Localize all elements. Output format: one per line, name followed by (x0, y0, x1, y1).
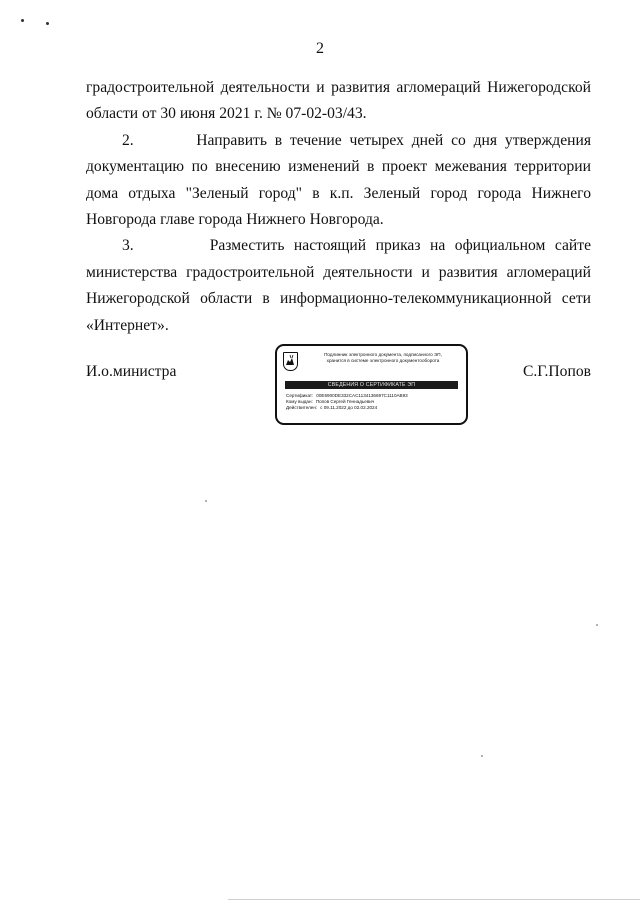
page-number: 2 (316, 40, 324, 57)
paragraph-1: градостроительной деятельности и развития агломераций Нижегородской области от 30 июня 2021 г. № 07-02-03/43. (86, 79, 591, 123)
stamp-header-line-1: Подлинник электронного документа, подписанного ЭП, (324, 352, 442, 357)
stamp-label: Сертификат: (286, 393, 314, 398)
deer-emblem-icon (283, 352, 298, 371)
stamp-certificate-band: СВЕДЕНИЯ О СЕРТИФИКАТЕ ЭП (285, 381, 458, 389)
stamp-label: Действителен: (286, 405, 318, 411)
stamp-certificate-details (286, 393, 464, 412)
stamp-header-line-2: хранится в системе электронного документооборота (326, 358, 440, 363)
scan-edge-line (228, 899, 640, 900)
paragraph-3: 3. Разместить настоящий приказ на официальном сайте министерства градостроительной деятельности и развития агломераций Нижегородской области в информационно-телекоммуникационной сети «Интернет». (86, 237, 591, 334)
electronic-signature-stamp (275, 344, 468, 425)
signatory-role: И.о.министра (86, 363, 177, 380)
stamp-row-validity (286, 405, 464, 411)
paragraph-2: 2. Направить в течение четырех дней со дня утверждения документацию по внесению изменений в проект межевания территории дома отдыха "Зеленый город" в к.п. Зеленый город города Нижнего Новгорода главе города Нижнего Новгорода. (86, 131, 591, 229)
stamp-value: Попов Сергей Геннадьевич (315, 399, 375, 405)
scan-speck (596, 624, 598, 626)
stamp-header (303, 352, 463, 364)
stamp-value: с 09.11.2022 до 02.02.2024 (320, 405, 378, 411)
stamp-value: 00E6900DE332CAC1134136697C1110AB93 (316, 393, 408, 398)
scan-speck (205, 500, 207, 502)
scan-speck (481, 755, 483, 757)
document-body (86, 75, 591, 339)
scan-speck (21, 19, 24, 22)
scan-speck (46, 22, 49, 25)
stamp-label: Кому выдан: (286, 399, 313, 405)
signatory-name: С.Г.Попов (522, 363, 591, 380)
